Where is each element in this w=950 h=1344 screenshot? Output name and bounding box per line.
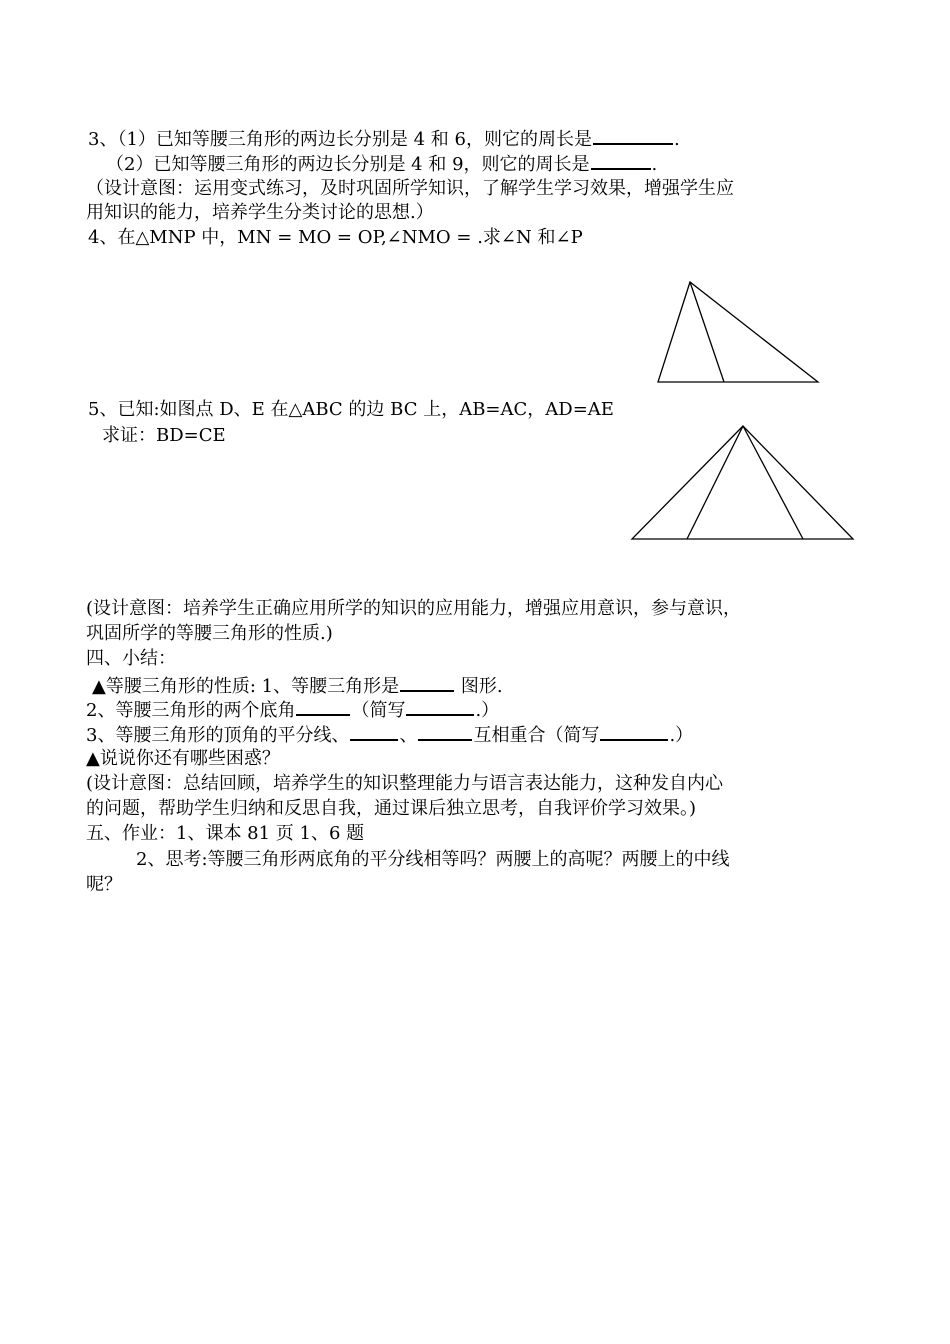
summary-item3-sep: 、 bbox=[399, 725, 418, 746]
q3-part2 bbox=[106, 151, 657, 177]
summary-item3-blank2[interactable] bbox=[418, 722, 472, 741]
summary-item3-blank3[interactable] bbox=[600, 722, 668, 741]
summary-item1-end: 图形. bbox=[460, 676, 503, 697]
q3-intent-line1: （设计意图：运用变式练习，及时巩固所学知识，了解学生学习效果，增强学生应 bbox=[86, 178, 734, 199]
summary-item3-end: .） bbox=[669, 725, 694, 746]
summary-intent-line2: 的问题，帮助学生归纳和反思自我，通过课后独立思考，自我评价学习效果。) bbox=[86, 798, 697, 819]
q3-part1 bbox=[88, 126, 680, 152]
q4-triangle-figure bbox=[650, 275, 825, 390]
summary-heading: 四、小结： bbox=[86, 648, 176, 669]
q5-segment-ad bbox=[687, 426, 743, 539]
summary-question: ▲说说你还有哪些困惑？ bbox=[86, 748, 280, 769]
q3-part1-end: . bbox=[673, 129, 680, 150]
q4-triangle-segment bbox=[690, 282, 724, 382]
summary-item2-text: 2、等腰三角形的两个底角 bbox=[86, 700, 296, 721]
summary-item3 bbox=[86, 722, 693, 748]
q3-part2-end: . bbox=[651, 154, 658, 175]
q3-part1-text: 3、（1）已知等腰三角形的两边长分别是 4 和 6，则它的周长是 bbox=[88, 129, 592, 150]
summary-item3-text: 3、等腰三角形的顶角的平分线、 bbox=[86, 725, 350, 746]
summary-item3-mid: 互相重合（简写 bbox=[473, 725, 600, 746]
q3-part2-blank[interactable] bbox=[591, 151, 651, 170]
q5-triangle-outline bbox=[632, 426, 853, 539]
summary-item2-blank1[interactable] bbox=[296, 697, 350, 716]
q4-triangle-outline bbox=[658, 282, 818, 382]
q3-intent-line2: 用知识的能力，培养学生分类讨论的思想.） bbox=[86, 202, 434, 223]
q5-segment-ae bbox=[743, 426, 803, 539]
summary-item2-blank2[interactable] bbox=[406, 697, 474, 716]
q3-part1-blank[interactable] bbox=[593, 126, 673, 145]
q3-part2-text: （2）已知等腰三角形的两边长分别是 4 和 9，则它的周长是 bbox=[106, 154, 590, 175]
summary-item2-end: .） bbox=[475, 700, 500, 721]
summary-item3-blank1[interactable] bbox=[350, 722, 398, 741]
homework-line3: 呢？ bbox=[86, 874, 122, 895]
intent2-line1: (设计意图：培养学生正确应用所学的知识的应用能力，增强应用意识，参与意识， bbox=[86, 598, 742, 619]
q4-text: 4、在△MNP 中，MN = MO = OP,∠NMO = .求∠N 和∠P bbox=[88, 227, 583, 248]
homework-line2: 2、思考:等腰三角形两底角的平分线相等吗？两腰上的高呢？两腰上的中线 bbox=[136, 849, 730, 870]
summary-item1-text: ▲等腰三角形的性质: 1、等腰三角形是 bbox=[92, 676, 400, 697]
homework-line1: 五、作业：1、课本 81 页 1、6 题 bbox=[86, 823, 365, 844]
q5-line2: 求证：BD=CE bbox=[102, 425, 226, 446]
q5-triangle-figure bbox=[625, 418, 860, 546]
q5-line1: 5、已知:如图点 D、E 在△ABC 的边 BC 上，AB=AC，AD=AE bbox=[88, 399, 614, 420]
summary-item2 bbox=[86, 697, 499, 723]
summary-intent-line1: (设计意图：总结回顾，培养学生的知识整理能力与语言表达能力，这种发自内心 bbox=[86, 773, 724, 794]
summary-item1-blank[interactable] bbox=[400, 673, 454, 692]
intent2-line2: 巩固所学的等腰三角形的性质.) bbox=[86, 623, 333, 644]
summary-item1 bbox=[92, 673, 503, 699]
summary-item2-mid: （简写 bbox=[351, 700, 406, 721]
